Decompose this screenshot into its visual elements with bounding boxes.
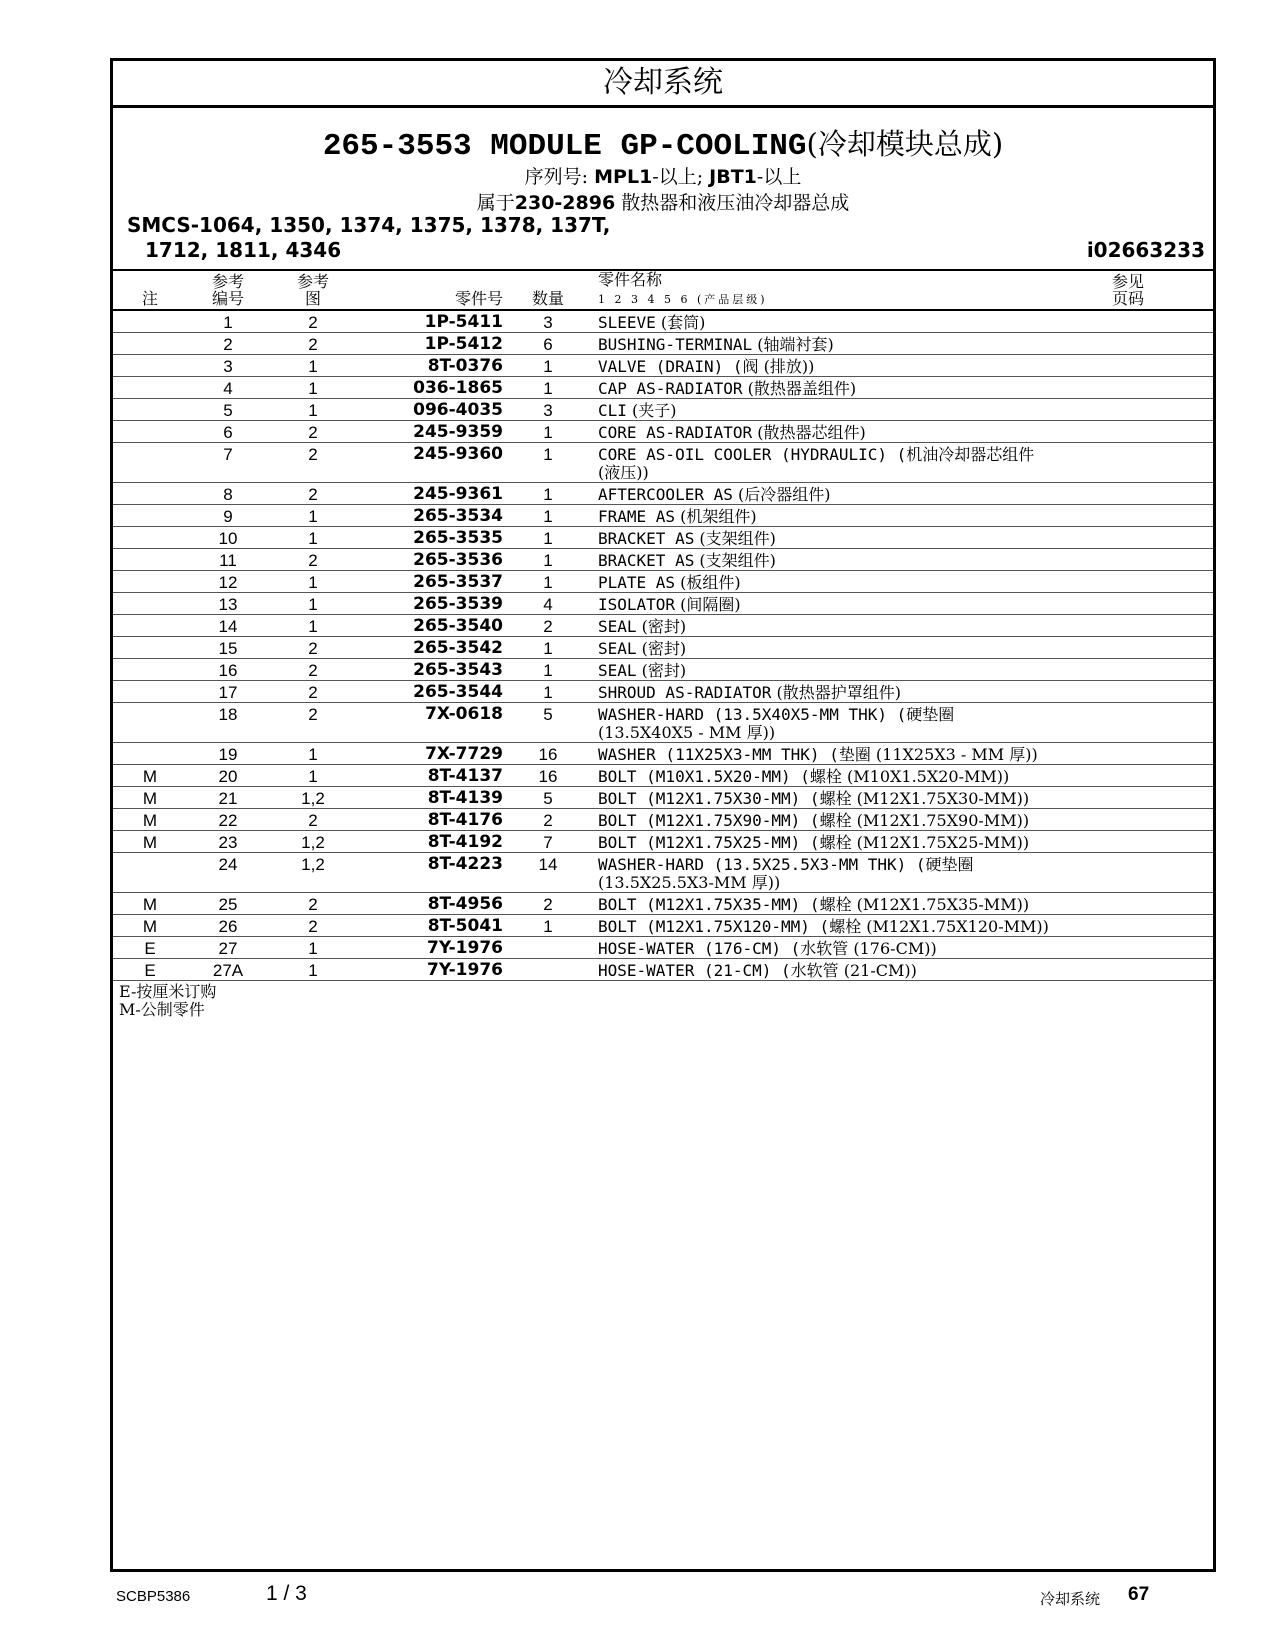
part-name-en: BUSHING-TERMINAL: [598, 335, 753, 354]
part-name-cn: (支架组件): [694, 551, 776, 570]
part-name-en: CORE AS-RADIATOR: [598, 423, 753, 442]
table-row: [113, 311, 1213, 333]
figure-cell: 2: [308, 895, 318, 914]
part-number-cell: 245-9361: [413, 484, 503, 504]
header-ref-top: 参考: [211, 272, 244, 291]
quantity-cell: 1: [543, 551, 553, 570]
smcs-line-1: SMCS-1064, 1350, 1374, 1375, 1378, 137T,: [127, 213, 611, 237]
ref-number-cell: 15: [218, 639, 238, 658]
table-row: [113, 831, 1213, 853]
part-name-cn: 螺栓 (M12X1.75X90-MM)): [819, 811, 1030, 830]
part-name-cn: 螺栓 (M12X1.75X25-MM)): [819, 833, 1030, 852]
header-name-top: 零件名称: [598, 270, 663, 289]
figure-cell: 1,2: [301, 789, 325, 808]
part-number-cell: 265-3537: [413, 572, 503, 592]
part-name-cn: (密封): [636, 661, 687, 680]
note-cell: M: [142, 833, 158, 852]
parts-table: [113, 269, 1213, 1021]
figure-cell: 1: [308, 617, 318, 636]
header-ref-bottom: 编号: [211, 289, 244, 308]
table-row: [113, 659, 1213, 681]
part-name-cell: [598, 939, 1118, 958]
quantity-cell: 1: [543, 445, 553, 464]
note-cell: E: [144, 961, 156, 980]
part-name-en: CLI: [598, 401, 627, 420]
table-row: [113, 959, 1213, 981]
illustration-id: i02663233: [1086, 238, 1205, 262]
part-number-cell: 8T-4139: [427, 788, 503, 808]
quantity-cell: 1: [543, 357, 553, 376]
table-body: [113, 311, 1213, 981]
figure-cell: 2: [308, 683, 318, 702]
part-name-cell: [598, 855, 1118, 891]
serial-line: [113, 164, 1213, 190]
part-number-cell: 265-3535: [413, 528, 503, 548]
part-number-cell: 8T-4956: [427, 894, 503, 914]
table-notes: [113, 981, 1213, 1021]
part-name-cn: (机架组件): [675, 507, 757, 526]
module-name: MODULE GP-COOLING: [490, 129, 807, 164]
part-name-cn: 水软管 (21-CM)): [790, 961, 917, 980]
part-number-cell: 7Y-1976: [426, 960, 503, 980]
table-row: [113, 637, 1213, 659]
part-name-cell: [598, 917, 1118, 936]
ref-number-cell: 17: [218, 683, 238, 702]
figure-cell: 2: [308, 335, 318, 354]
part-name-cn: (板组件): [675, 573, 741, 592]
table-row: [113, 937, 1213, 959]
figure-cell: 2: [308, 445, 318, 464]
part-number-cell: 096-4035: [413, 400, 503, 420]
ref-number-cell: 2: [223, 335, 233, 354]
part-number-cell: 8T-4137: [427, 766, 503, 786]
header-note: 注: [141, 289, 158, 308]
table-row: [113, 787, 1213, 809]
part-name-cn: 螺栓 (M10X1.5X20-MM)): [809, 767, 1010, 786]
part-name-en: WASHER-HARD (13.5X40X5-MM THK) (: [598, 705, 907, 724]
ref-number-cell: 10: [218, 529, 238, 548]
part-number-cell: 265-3544: [413, 682, 503, 702]
part-name-en: BOLT (M12X1.75X90-MM) (: [598, 811, 820, 830]
part-name-cell: [598, 705, 1118, 741]
note-cell: M: [142, 789, 158, 808]
serial-value-1: MPL1: [594, 166, 653, 188]
figure-cell: 2: [308, 639, 318, 658]
belongs-prefix: 属于: [476, 192, 515, 214]
part-name-cell: [598, 445, 1118, 481]
header-see-top: 参见: [1111, 272, 1144, 291]
part-name-en: FRAME AS: [598, 507, 676, 526]
part-name-en: SLEEVE: [598, 313, 656, 332]
part-name-cell: [598, 551, 1118, 570]
footer-page-of: 1 / 3: [266, 1582, 307, 1605]
figure-cell: 1: [308, 595, 318, 614]
part-name-en: HOSE-WATER (176-CM) (: [598, 939, 801, 958]
table-row: [113, 571, 1213, 593]
quantity-cell: 4: [543, 595, 553, 614]
table-row: [113, 421, 1213, 443]
part-name-cn: 硬垫圈: [906, 705, 955, 724]
figure-cell: 2: [308, 811, 318, 830]
part-number-cell: 265-3536: [413, 550, 503, 570]
part-name-cn: (散热器护罩组件): [771, 683, 901, 702]
header-qty: 数量: [531, 289, 564, 308]
part-name-cn: (散热器盖组件): [742, 379, 857, 398]
part-number-cell: 265-3534: [413, 506, 503, 526]
part-number-cell: 8T-4223: [427, 854, 503, 874]
part-name-cell: [598, 661, 1118, 680]
ref-number-cell: 26: [218, 917, 238, 936]
part-name-en: BOLT (M12X1.75X120-MM) (: [598, 917, 830, 936]
part-name-en: BOLT (M10X1.5X20-MM) (: [598, 767, 810, 786]
part-number-cell: 7X-7729: [425, 744, 503, 764]
table-row: [113, 893, 1213, 915]
quantity-cell: 2: [543, 811, 553, 830]
part-name-cn-line2: (液压)): [598, 463, 649, 482]
table-row: [113, 681, 1213, 703]
ref-number-cell: 1: [223, 313, 233, 332]
note-cell: M: [142, 767, 158, 786]
part-number-cell: 036-1865: [413, 378, 503, 398]
part-name-cell: [598, 617, 1118, 636]
figure-cell: 1: [308, 745, 318, 764]
quantity-cell: 1: [543, 917, 553, 936]
part-name-en: CAP AS-RADIATOR: [598, 379, 743, 398]
part-name-en: SEAL: [598, 617, 637, 636]
part-name-en: SHROUD AS-RADIATOR: [598, 683, 772, 702]
ref-number-cell: 20: [218, 767, 238, 786]
quantity-cell: 1: [543, 683, 553, 702]
ref-number-cell: 13: [218, 595, 238, 614]
note-m: M-公制零件: [119, 1000, 205, 1019]
part-name-cn: (后冷器组件): [732, 485, 831, 504]
part-name-cell: [598, 789, 1118, 808]
part-name-en: BOLT (M12X1.75X35-MM) (: [598, 895, 820, 914]
ref-number-cell: 3: [223, 357, 233, 376]
note-cell: M: [142, 811, 158, 830]
ref-number-cell: 6: [223, 423, 233, 442]
page-frame: [110, 58, 1216, 1572]
part-number-cell: 265-3543: [413, 660, 503, 680]
part-name-cn: (散热器芯组件): [752, 423, 866, 442]
figure-cell: 1: [308, 961, 318, 980]
quantity-cell: 1: [543, 639, 553, 658]
ref-number-cell: 8: [223, 485, 233, 504]
ref-number-cell: 7: [223, 445, 233, 464]
part-name-en: HOSE-WATER (21-CM) (: [598, 961, 791, 980]
part-name-cell: [598, 379, 1118, 398]
ref-number-cell: 27: [218, 939, 238, 958]
part-name-en: AFTERCOOLER AS: [598, 485, 733, 504]
ref-number-cell: 23: [218, 833, 238, 852]
part-number-cell: 265-3542: [413, 638, 503, 658]
part-name-cell: [598, 357, 1118, 376]
table-row: [113, 355, 1213, 377]
part-name-cn: (支架组件): [694, 529, 776, 548]
figure-cell: 1,2: [301, 855, 325, 874]
part-name-en: BOLT (M12X1.75X25-MM) (: [598, 833, 820, 852]
part-name-cn: 螺栓 (M12X1.75X35-MM)): [819, 895, 1030, 914]
module-name-cn: (冷却模块总成): [806, 127, 1004, 161]
quantity-cell: 1: [543, 661, 553, 680]
figure-cell: 1: [308, 573, 318, 592]
quantity-cell: 5: [543, 705, 553, 724]
ref-number-cell: 12: [218, 573, 238, 592]
header-fig-bottom: 图: [304, 289, 321, 308]
module-title: [113, 122, 1213, 164]
figure-cell: 1: [308, 401, 318, 420]
quantity-cell: 1: [543, 507, 553, 526]
quantity-cell: 7: [543, 833, 553, 852]
quantity-cell: 6: [543, 335, 553, 354]
note-cell: M: [142, 917, 158, 936]
figure-cell: 2: [308, 917, 318, 936]
part-number-cell: 8T-5041: [427, 916, 503, 936]
part-name-cell: [598, 895, 1118, 914]
part-name-cn-line2: (13.5X25.5X3-MM 厚)): [598, 873, 781, 892]
part-number-cell: 8T-4192: [427, 832, 503, 852]
part-name-en: ISOLATOR: [598, 595, 676, 614]
part-name-cn: 垫圈 (11X25X3 - MM 厚)): [838, 745, 1038, 764]
figure-cell: 2: [308, 661, 318, 680]
table-row: [113, 853, 1213, 893]
header-part: 零件号: [454, 289, 503, 308]
part-name-en: BOLT (M12X1.75X30-MM) (: [598, 789, 820, 808]
figure-cell: 1: [308, 939, 318, 958]
belongs-part: 230-2896: [514, 192, 616, 214]
table-row: [113, 809, 1213, 831]
quantity-cell: 16: [538, 745, 558, 764]
part-name-cell: [598, 767, 1118, 786]
ref-number-cell: 5: [223, 401, 233, 420]
part-name-cell: [598, 529, 1118, 548]
part-name-cell: [598, 485, 1118, 504]
part-name-cell: [598, 639, 1118, 658]
part-name-cn: 螺栓 (M12X1.75X30-MM)): [819, 789, 1030, 808]
table-row: [113, 615, 1213, 637]
part-name-cell: [598, 595, 1118, 614]
table-row: [113, 399, 1213, 421]
note-e: E-按厘米订购: [119, 982, 217, 1001]
table-row: [113, 505, 1213, 527]
quantity-cell: 1: [543, 379, 553, 398]
ref-number-cell: 9: [223, 507, 233, 526]
table-row: [113, 703, 1213, 743]
part-number-cell: 245-9360: [413, 444, 503, 464]
table-row: [113, 377, 1213, 399]
ref-number-cell: 25: [218, 895, 238, 914]
header-name-bottom: 1 2 3 4 5 6 (产品层级): [598, 293, 768, 306]
ref-number-cell: 24: [218, 855, 238, 874]
part-name-cn: (轴端衬套): [752, 335, 834, 354]
serial-label: 序列号:: [524, 166, 589, 188]
footer-doc-id: SCBP5386: [116, 1588, 191, 1605]
serial-text-1: -以上;: [652, 166, 704, 188]
part-name-cn: (密封): [636, 617, 687, 636]
part-number-cell: 265-3540: [413, 616, 503, 636]
part-number-cell: 1P-5411: [424, 312, 503, 332]
part-number-cell: 265-3539: [413, 594, 503, 614]
ref-number-cell: 16: [218, 661, 238, 680]
ref-number-cell: 18: [218, 705, 238, 724]
table-row: [113, 483, 1213, 505]
part-name-en: PLATE AS: [598, 573, 676, 592]
part-name-cell: [598, 401, 1118, 420]
table-row: [113, 743, 1213, 765]
part-name-cell: [598, 313, 1118, 332]
figure-cell: 2: [308, 551, 318, 570]
part-name-cn-line2: (13.5X40X5 - MM 厚)): [598, 723, 776, 742]
section-title: 冷却系统: [113, 61, 1213, 108]
footer-section: 冷却系统: [1040, 1590, 1101, 1608]
figure-cell: 1: [308, 507, 318, 526]
part-name-cell: [598, 683, 1118, 702]
part-name-en: SEAL: [598, 639, 637, 658]
quantity-cell: 2: [543, 895, 553, 914]
figure-cell: 1: [308, 379, 318, 398]
part-number-cell: 8T-4176: [427, 810, 503, 830]
part-name-en: WASHER-HARD (13.5X25.5X3-MM THK) (: [598, 855, 926, 874]
part-number-cell: 245-9359: [413, 422, 503, 442]
serial-text-2: -以上: [756, 166, 802, 188]
part-name-cn: 水软管 (176-CM)): [800, 939, 937, 958]
part-name-cell: [598, 811, 1118, 830]
quantity-cell: 5: [543, 789, 553, 808]
ref-number-cell: 22: [218, 811, 238, 830]
figure-cell: 2: [308, 423, 318, 442]
quantity-cell: 1: [543, 485, 553, 504]
quantity-cell: 16: [538, 767, 558, 786]
table-row: [113, 443, 1213, 483]
footer-page-number: 67: [1128, 1584, 1150, 1605]
table-row: [113, 593, 1213, 615]
figure-cell: 1: [308, 529, 318, 548]
part-name-cn: 螺栓 (M12X1.75X120-MM)): [829, 917, 1049, 936]
part-number-cell: 7Y-1976: [426, 938, 503, 958]
figure-cell: 2: [308, 705, 318, 724]
figure-cell: 1: [308, 357, 318, 376]
ref-number-cell: 11: [219, 551, 237, 570]
page-footer: [0, 1580, 1275, 1620]
part-name-cn: 机油冷却器芯组件: [906, 445, 1035, 464]
part-name-cn: (密封): [636, 639, 687, 658]
ref-number-cell: 4: [223, 379, 233, 398]
part-name-cn: 硬垫圈: [925, 855, 974, 874]
figure-cell: 2: [308, 313, 318, 332]
part-name-cell: [598, 833, 1118, 852]
belongs-desc: 散热器和液压油冷却器总成: [615, 192, 850, 214]
part-name-cell: [598, 423, 1118, 442]
part-name-en: BRACKET AS: [598, 529, 695, 548]
part-number-cell: 7X-0618: [425, 704, 503, 724]
part-name-cell: [598, 507, 1118, 526]
header-see-bottom: 页码: [1111, 289, 1144, 308]
header-fig-top: 参考: [296, 272, 329, 291]
part-name-en: VALVE (DRAIN) (: [598, 357, 743, 376]
table-header: [113, 271, 1213, 311]
part-name-cell: [598, 335, 1118, 354]
part-name-en: WASHER (11X25X3-MM THK) (: [598, 745, 839, 764]
figure-cell: 2: [308, 485, 318, 504]
figure-cell: 1,2: [301, 833, 325, 852]
part-name-en: BRACKET AS: [598, 551, 695, 570]
part-name-cn: 阀 (排放)): [742, 357, 815, 376]
ref-number-cell: 27A: [212, 961, 244, 980]
quantity-cell: 1: [543, 423, 553, 442]
part-name-cn: (间隔圈): [675, 595, 741, 614]
quantity-cell: 3: [543, 401, 553, 420]
table-row: [113, 527, 1213, 549]
quantity-cell: 1: [543, 529, 553, 548]
part-name-cn: (套筒): [655, 313, 706, 332]
serial-value-2: JBT1: [709, 166, 757, 188]
part-name-cn: (夹子): [626, 401, 677, 420]
quantity-cell: 2: [543, 617, 553, 636]
ref-number-cell: 19: [218, 745, 238, 764]
table-row: [113, 549, 1213, 571]
table-row: [113, 765, 1213, 787]
figure-cell: 1: [308, 767, 318, 786]
module-number: 265-3553: [322, 129, 472, 164]
part-name-cell: [598, 745, 1118, 764]
quantity-cell: 1: [543, 573, 553, 592]
part-name-cell: [598, 573, 1118, 592]
note-cell: E: [144, 939, 156, 958]
part-number-cell: 8T-0376: [427, 356, 503, 376]
part-name-cell: [598, 961, 1118, 980]
table-row: [113, 915, 1213, 937]
table-row: [113, 333, 1213, 355]
smcs-line-2: 1712, 1811, 4346: [145, 238, 342, 262]
ref-number-cell: 14: [218, 617, 238, 636]
smcs-codes: [127, 213, 610, 263]
note-cell: M: [142, 895, 158, 914]
part-number-cell: 1P-5412: [424, 334, 503, 354]
part-name-en: CORE AS-OIL COOLER (HYDRAULIC) (: [598, 445, 907, 464]
ref-number-cell: 21: [218, 789, 238, 808]
part-name-en: SEAL: [598, 661, 637, 680]
quantity-cell: 14: [538, 855, 558, 874]
quantity-cell: 3: [543, 313, 553, 332]
